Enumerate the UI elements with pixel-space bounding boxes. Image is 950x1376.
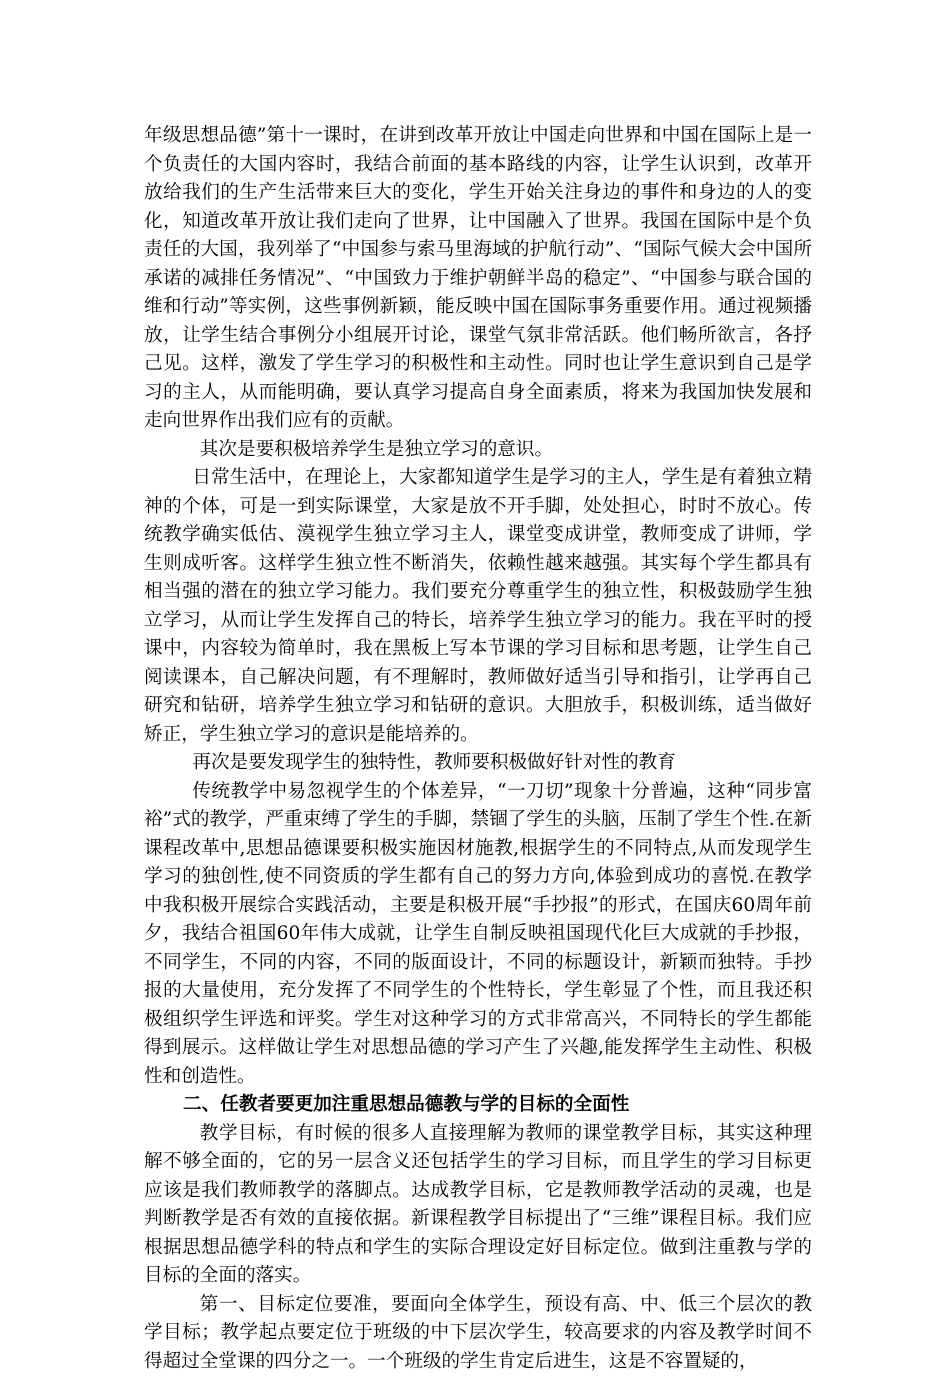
section-heading-two: 二、任教者要更加注重思想品德教与学的目标的全面性 [144, 1091, 812, 1120]
document-page [144, 122, 812, 1376]
paragraph-point-independent-learning: 其次是要积极培养学生是独立学习的意识。 [144, 436, 812, 465]
paragraph-independent-learning-body: 日常生活中，在理论上，大家都知道学生是学习的主人，学生是有着独立精神的个体，可是一到实际课堂，大家是放不开手脚，处处担心，时时不放心。传统教学确实低估、漠视学生独立学习主人，课堂变成讲堂，教师变成了讲师，学生则成听客。这样学生独立性不断消失，依赖性越来越强。其实每个学生都具有相当强的潜在的独立学习能力。我们要充分尊重学生的独立性，积极鼓励学生独立学习，从而让学生发挥自己的特长，培养学生独立学习的能力。我在平时的授课中，内容较为简单时，我在黑板上写本节课的学习目标和思考题，让学生自己阅读课本，自己解决问题，有不理解时，教师做好适当引导和指引，让学再自己研究和钻研，培养学生独立学习和钻研的意识。大胆放手，积极训练，适当做好矫正，学生独立学习的意识是能培养的。 [144, 464, 812, 749]
paragraph-teaching-goals: 教学目标，有时候的很多人直接理解为教师的课堂教学目标，其实这种理解不够全面的，它的另一层含义还包括学生的学习目标，而且学生的学习目标更应该是我们教师教学的落脚点。达成教学目标，它是教师教学活动的灵魂，也是判断教学是否有效的直接依据。新课程教学目标提出了“三维”课程目标。我们应根据思想品德学科的特点和学生的实际合理设定好目标定位。做到注重教与学的目标的全面的落实。 [144, 1120, 812, 1291]
paragraph-uniqueness-body: 传统教学中易忽视学生的个体差异，“一刀切”现象十分普遍，这种“同步富裕”式的教学，严重束缚了学生的手脚，禁锢了学生的头脑，压制了学生个性.在新课程改革中,思想品德课要积极实施因材施教,根据学生的不同特点,从而发现学生学习的独创性,使不同资质的学生都有自己的努力方向,体验到成功的喜悦.在教学中我积极开展综合实践活动，主要是积极开展“手抄报”的形式，在国庆60周年前夕，我结合祖国60年伟大成就，让学生自制反映祖国现代化巨大成就的手抄报，不同学生，不同的内容，不同的版面设计，不同的标题设计，新颖而独特。手抄报的大量使用，充分发挥了不同学生的个性特长，学生彰显了个性，而且我还积极组织学生评选和评奖。学生对这种学习的方式非常高兴，不同特长的学生都能得到展示。这样做让学生对思想品德的学习产生了兴趣,能发挥学生主动性、积极性和创造性。 [144, 778, 812, 1092]
paragraph-intro-continuation: 年级思想品德”第十一课时，在讲到改革开放让中国走向世界和中国在国际上是一个负责任的大国内容时，我结合前面的基本路线的内容，让学生认识到，改革开放给我们的生产生活带来巨大的变化，学生开始关注身边的事件和身边的人的变化，知道改革开放让我们走向了世界，让中国融入了世界。我国在国际中是个负责任的大国，我列举了“中国参与索马里海域的护航行动”、“国际气候大会中国所承诺的减排任务情况”、“中国致力于维护朝鲜半岛的稳定”、“中国参与联合国的维和行动”等实例，这些事例新颖，能反映中国在国际事务重要作用。通过视频播放，让学生结合事例分小组展开讨论，课堂气氛非常活跃。他们畅所欲言，各抒己见。这样，激发了学生学习的积极性和主动性。同时也让学生意识到自己是学习的主人，从而能明确，要认真学习提高自身全面素质，将来为我国加快发展和走向世界作出我们应有的贡献。 [144, 122, 812, 436]
paragraph-goal-positioning: 第一、目标定位要准，要面向全体学生，预设有高、中、低三个层次的教学目标；教学起点要定位于班级的中下层次学生，较高要求的内容及教学时间不得超过全堂课的四分之一。一个班级的学生肯定后进生，这是不容置疑的， [144, 1291, 812, 1376]
paragraph-point-uniqueness: 再次是要发现学生的独特性，教师要积极做好针对性的教育 [144, 749, 812, 778]
